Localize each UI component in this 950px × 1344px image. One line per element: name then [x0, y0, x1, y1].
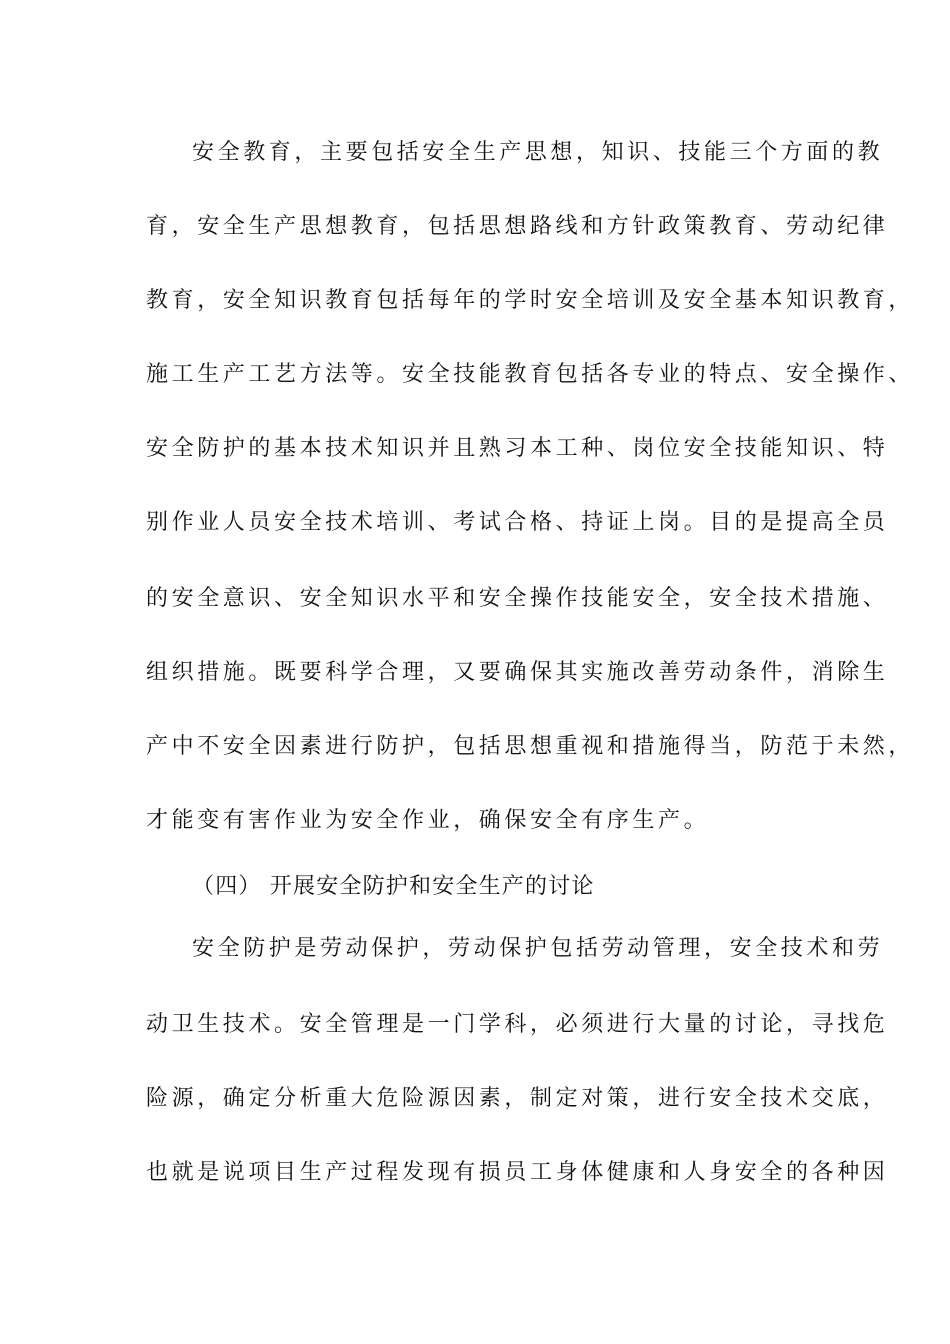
- paragraph-line: 动卫生技术。安全管理是一门学科，必须进行大量的讨论，寻找危: [146, 1012, 889, 1037]
- paragraph-line: 育，安全生产思想教育，包括思想路线和方针政策教育、劳动纪律: [146, 214, 889, 239]
- paragraph-line: 险源，确定分析重大危险源因素，制定对策，进行安全技术交底，: [146, 1086, 889, 1111]
- paragraph-line: 教育，安全知识教育包括每年的学时安全培训及安全基本知识教育，: [146, 288, 915, 313]
- paragraph-line: 安全防护是劳动保护，劳动保护包括劳动管理，安全技术和劳: [192, 936, 884, 961]
- paragraph-line: 产中不安全因素进行防护，包括思想重视和措施得当，防范于未然，: [146, 734, 915, 759]
- paragraph-line: 安全防护的基本技术知识并且熟习本工种、岗位安全技能知识、特: [146, 436, 889, 461]
- paragraph-line: 组织措施。既要科学合理，又要确保其实施改善劳动条件，消除生: [146, 660, 889, 685]
- paragraph-line: 安全教育，主要包括安全生产思想，知识、技能三个方面的教: [192, 140, 884, 165]
- paragraph-line: 也就是说项目生产过程发现有损员工身体健康和人身安全的各种因: [146, 1160, 889, 1185]
- paragraph-line: 才能变有害作业为安全作业，确保安全有序生产。: [146, 808, 710, 833]
- paragraph-line: 的安全意识、安全知识水平和安全操作技能安全，安全技术措施、: [146, 586, 889, 611]
- paragraph-line: 别作业人员安全技术培训、考试合格、持证上岗。目的是提高全员: [146, 510, 889, 535]
- section-heading: （四） 开展安全防护和安全生产的讨论: [192, 874, 595, 899]
- paragraph-line: 施工生产工艺方法等。安全技能教育包括各专业的特点、安全操作、: [146, 362, 915, 387]
